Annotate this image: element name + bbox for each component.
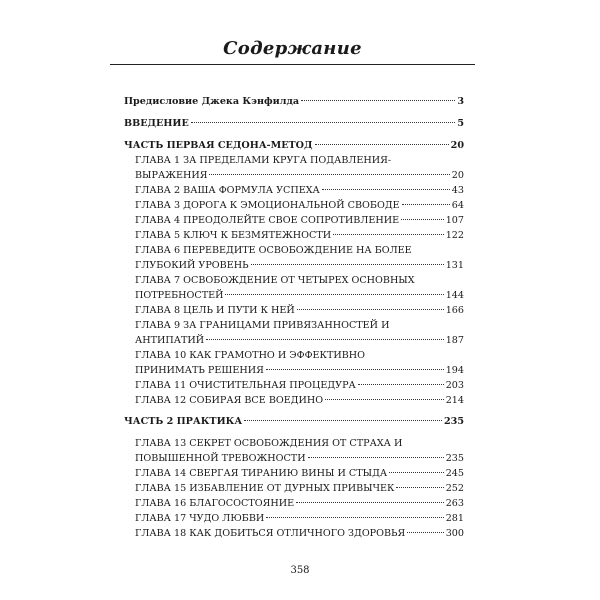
toc-chapter-page: 64 <box>451 200 464 211</box>
toc-chapter-entry[interactable] <box>135 318 464 348</box>
toc-chapter-page: 43 <box>451 185 464 196</box>
page-number: 358 <box>290 565 310 576</box>
toc-chapter-entry[interactable] <box>135 378 464 393</box>
toc-chapter-page: 122 <box>445 230 464 241</box>
toc-chapter-title: ГЛАВА 12 СОБИРАЯ ВСЕ ВОЕДИНО <box>135 395 324 406</box>
page-title: Содержание <box>223 38 362 59</box>
toc-chapter-entry[interactable] <box>135 348 464 378</box>
toc-chapter-title-line1: ГЛАВА 6 ПЕРЕВЕДИТЕ ОСВОБОЖДЕНИЕ НА БОЛЕЕ <box>135 245 412 256</box>
toc-entry-page: 5 <box>457 118 464 129</box>
toc-chapter-title-line2: ВЫРАЖЕНИЯ <box>135 170 208 181</box>
toc-part-page: 235 <box>443 416 464 427</box>
toc-chapter-entry[interactable] <box>135 436 464 466</box>
toc-chapter-title: ГЛАВА 17 ЧУДО ЛЮБВИ <box>135 513 265 524</box>
toc-chapter-title: ГЛАВА 11 ОЧИСТИТЕЛЬНАЯ ПРОЦЕДУРА <box>135 380 356 391</box>
toc-part-2[interactable] <box>124 414 464 429</box>
toc-chapter-page: 245 <box>445 468 464 479</box>
toc-chapter-title: ГЛАВА 15 ИЗБАВЛЕНИЕ ОТ ДУРНЫХ ПРИВЫЧЕК <box>135 483 395 494</box>
toc-chapter-title: ГЛАВА 18 КАК ДОБИТЬСЯ ОТЛИЧНОГО ЗДОРОВЬЯ <box>135 528 406 539</box>
toc-chapter-page: 144 <box>445 290 464 301</box>
toc-chapter-page: 20 <box>451 170 464 181</box>
toc-chapter-page: 263 <box>445 498 464 509</box>
toc-chapter-page: 131 <box>445 260 464 271</box>
toc-entry-intro[interactable] <box>124 116 464 131</box>
dot-leader <box>251 264 444 265</box>
dot-leader <box>325 399 444 400</box>
dot-leader <box>225 294 443 295</box>
toc-chapter-title: ГЛАВА 16 БЛАГОСОСТОЯНИЕ <box>135 498 295 509</box>
toc-chapter-entry[interactable] <box>135 303 464 318</box>
dot-leader <box>315 144 449 145</box>
toc-chapter-entry[interactable] <box>135 153 464 183</box>
dot-leader <box>191 122 455 123</box>
toc-chapter-title-line1: ГЛАВА 9 ЗА ГРАНИЦАМИ ПРИВЯЗАННОСТЕЙ И <box>135 320 390 331</box>
title-rule <box>110 64 475 65</box>
toc-chapter-page: 252 <box>445 483 464 494</box>
dot-leader <box>308 457 444 458</box>
dot-leader <box>358 384 444 385</box>
toc-entry-preface[interactable] <box>124 94 464 109</box>
part-2-chapter-list <box>124 436 464 541</box>
toc-chapter-entry[interactable] <box>135 243 464 273</box>
toc-part-label: ЧАСТЬ ПЕРВАЯ СЕДОНА-МЕТОД <box>124 140 313 151</box>
dot-leader <box>402 204 450 205</box>
toc-chapter-entry[interactable] <box>135 393 464 408</box>
toc-chapter-title-line1: ГЛАВА 1 ЗА ПРЕДЕЛАМИ КРУГА ПОДАВЛЕНИЯ- <box>135 155 392 166</box>
toc-chapter-title: ГЛАВА 4 ПРЕОДОЛЕЙТЕ СВОЕ СОПРОТИВЛЕНИЕ <box>135 215 400 226</box>
toc-part-page: 20 <box>450 140 464 151</box>
toc-chapter-title-line2: АНТИПАТИЙ <box>135 335 205 346</box>
toc-chapter-page: 107 <box>445 215 464 226</box>
toc-chapter-page: 194 <box>445 365 464 376</box>
dot-leader <box>396 487 443 488</box>
dot-leader <box>266 517 443 518</box>
toc-entry-page: 3 <box>457 96 464 107</box>
dot-leader <box>407 532 443 533</box>
dot-leader <box>206 339 444 340</box>
toc-chapter-entry[interactable] <box>135 183 464 198</box>
dot-leader <box>333 234 444 235</box>
toc-chapter-entry[interactable] <box>135 228 464 243</box>
toc-part-label: ЧАСТЬ 2 ПРАКТИКА <box>124 416 243 427</box>
toc-chapter-title-line1: ГЛАВА 7 ОСВОБОЖДЕНИЕ ОТ ЧЕТЫРЕХ ОСНОВНЫХ <box>135 275 415 286</box>
dot-leader <box>297 309 444 310</box>
dot-leader <box>209 174 449 175</box>
toc-chapter-entry[interactable] <box>135 526 464 541</box>
dot-leader <box>266 369 444 370</box>
toc-chapter-page: 281 <box>445 513 464 524</box>
toc-chapter-page: 166 <box>445 305 464 316</box>
toc-chapter-page: 214 <box>445 395 464 406</box>
dot-leader <box>322 189 450 190</box>
toc-chapter-title-line2: ПОВЫШЕННОЙ ТРЕВОЖНОСТИ <box>135 453 306 464</box>
toc-chapter-title: ГЛАВА 8 ЦЕЛЬ И ПУТИ К НЕЙ <box>135 305 295 316</box>
dot-leader <box>244 420 442 421</box>
toc-chapter-entry[interactable] <box>135 198 464 213</box>
toc-chapter-title-line2: ПРИНИМАТЬ РЕШЕНИЯ <box>135 365 264 376</box>
toc-chapter-page: 300 <box>445 528 464 539</box>
dot-leader <box>296 502 444 503</box>
toc-chapter-title: ГЛАВА 14 СВЕРГАЯ ТИРАНИЮ ВИНЫ И СТЫДА <box>135 468 388 479</box>
toc-chapter-entry[interactable] <box>135 466 464 481</box>
toc-chapter-title: ГЛАВА 2 ВАША ФОРМУЛА УСПЕХА <box>135 185 320 196</box>
toc-chapter-page: 203 <box>445 380 464 391</box>
toc-chapter-title: ГЛАВА 3 ДОРОГА К ЭМОЦИОНАЛЬНОЙ СВОБОДЕ <box>135 200 400 211</box>
toc-chapter-title-line1: ГЛАВА 10 КАК ГРАМОТНО И ЭФФЕКТИВНО <box>135 350 366 361</box>
toc-chapter-page: 235 <box>445 453 464 464</box>
part-1-chapter-list <box>124 153 464 408</box>
toc-chapter-entry[interactable] <box>135 511 464 526</box>
dot-leader <box>301 100 455 101</box>
toc-chapter-entry[interactable] <box>135 213 464 228</box>
dot-leader <box>389 472 444 473</box>
table-of-contents <box>124 94 464 541</box>
toc-chapter-page: 187 <box>445 335 464 346</box>
toc-chapter-title-line2: ПОТРЕБНОСТЕЙ <box>135 290 224 301</box>
toc-chapter-entry[interactable] <box>135 273 464 303</box>
toc-chapter-entry[interactable] <box>135 481 464 496</box>
toc-chapter-title-line1: ГЛАВА 13 СЕКРЕТ ОСВОБОЖДЕНИЯ ОТ СТРАХА И <box>135 438 403 449</box>
toc-chapter-title-line2: ГЛУБОКИЙ УРОВЕНЬ <box>135 260 249 271</box>
toc-entry-label: ВВЕДЕНИЕ <box>124 118 189 129</box>
toc-entry-label: Предисловие Джека Кэнфилда <box>124 96 300 107</box>
toc-chapter-title: ГЛАВА 5 КЛЮЧ К БЕЗМЯТЕЖНОСТИ <box>135 230 332 241</box>
dot-leader <box>401 219 444 220</box>
toc-chapter-entry[interactable] <box>135 496 464 511</box>
toc-part-1[interactable] <box>124 138 464 153</box>
